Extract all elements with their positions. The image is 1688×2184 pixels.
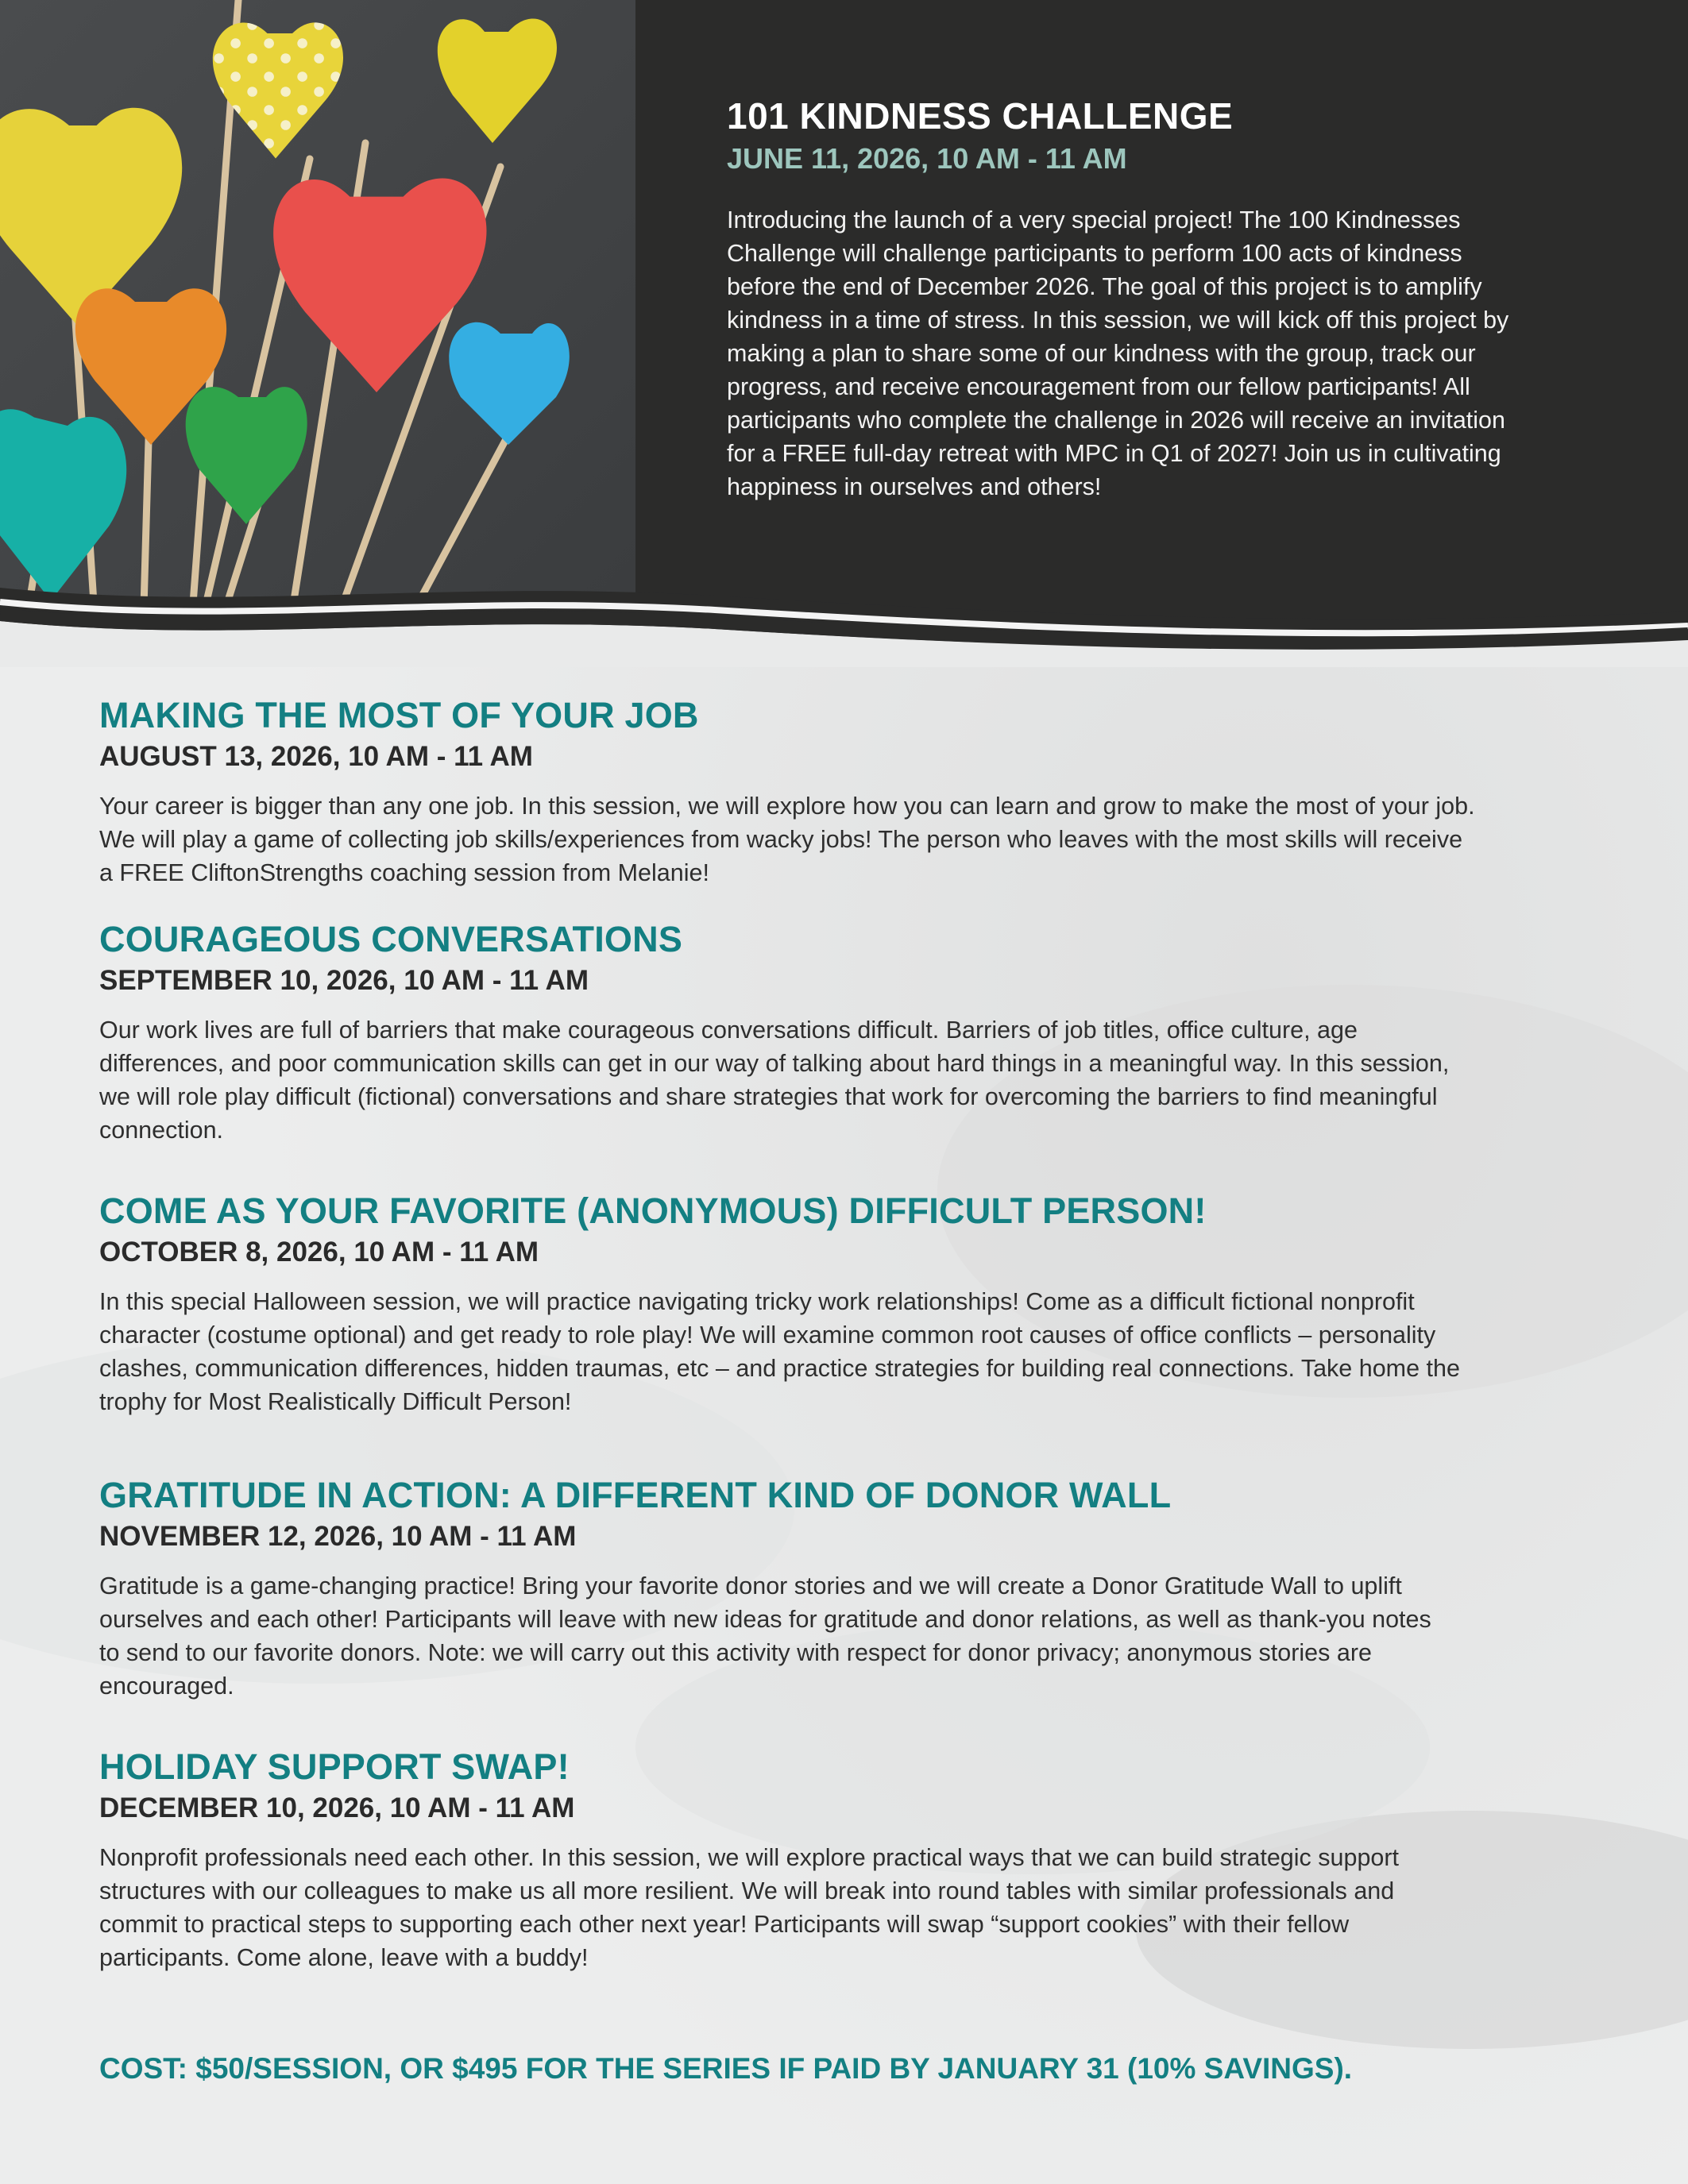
description-line: trophy for Most Realistically Difficult Person! [99,1388,572,1415]
description-line: Your career is bigger than any one job. In this session, we will explore how you can learn and grow to make the most of your job. [99,793,1475,820]
session-title: MAKING THE MOST OF YOUR JOB [99,695,699,735]
description-line: We will play a game of collecting job skills/experiences from wacky jobs! The person who leaves with the most skills will receive [99,826,1463,853]
description-line: clashes, communication differences, hidden traumas, etc – and practice strategies for building real connections. Take home the [99,1355,1460,1382]
featured-event-description [727,203,1601,504]
description-line: connection. [99,1117,223,1144]
session-date: NOVEMBER 12, 2026, 10 AM - 11 AM [99,1521,577,1552]
session-title: COME AS YOUR FAVORITE (ANONYMOUS) DIFFICULT PERSON! [99,1190,1207,1231]
session-description [99,789,1601,889]
description-line: participants. Come alone, leave with a buddy! [99,1944,589,1971]
wave-divider [0,556,1688,667]
session-title: GRATITUDE IN ACTION: A DIFFERENT KIND OF DONOR WALL [99,1475,1172,1515]
session-conversations [99,916,1601,1147]
session-holiday-swap [99,1744,1601,1974]
description-line: ourselves and each other! Participants will leave with new ideas for gratitude and donor relations, as well as thank-you notes [99,1606,1431,1633]
session-title: COURAGEOUS CONVERSATIONS [99,919,683,959]
description-line: encouraged. [99,1673,234,1700]
session-date: SEPTEMBER 10, 2026, 10 AM - 11 AM [99,965,589,996]
featured-event [727,92,1601,504]
session-title: HOLIDAY SUPPORT SWAP! [99,1746,570,1787]
description-line: a FREE CliftonStrengths coaching session from Melanie! [99,859,709,886]
session-date: OCTOBER 8, 2026, 10 AM - 11 AM [99,1237,539,1268]
description-line: Nonprofit professionals need each other. In this session, we will explore practical ways that we can build strategic support [99,1844,1399,1871]
description-line: to send to our favorite donors. Note: we will carry out this activity with respect for donor privacy; anonymous stories are [99,1639,1372,1666]
description-line: Our work lives are full of barriers that make courageous conversations difficult. Barriers of job titles, office culture, age [99,1017,1358,1044]
description-line: commit to practical steps to supporting each other next year! Participants will swap “support cookies” with their fellow [99,1911,1350,1938]
description-line: Introducing the launch of a very special project! The 100 Kindnesses [727,206,1461,233]
featured-event-date: JUNE 11, 2026, 10 AM - 11 AM [727,142,1127,175]
session-job [99,693,1601,889]
description-line: structures with our colleagues to make us all more resilient. We will break into round tables with similar professionals and [99,1877,1395,1904]
session-gratitude [99,1472,1601,1703]
description-line: progress, and receive encouragement from our fellow participants! All [727,373,1470,400]
description-line: differences, and poor communication skills can get in our way of talking about hard things in a meaningful way. In this session, [99,1050,1450,1077]
description-line: we will role play difficult (fictional) conversations and share strategies that work for overcoming the barriers to find meaningful [99,1083,1438,1110]
session-description [99,1841,1601,1974]
session-date: AUGUST 13, 2026, 10 AM - 11 AM [99,741,533,772]
session-description [99,1013,1601,1147]
description-line: for a FREE full-day retreat with MPC in Q1 of 2027! Join us in cultivating [727,440,1501,467]
session-description [99,1569,1601,1703]
description-line: happiness in ourselves and others! [727,473,1102,500]
session-difficult-person [99,1188,1601,1418]
description-line: making a plan to share some of our kindness with the group, track our [727,340,1476,367]
featured-event-title: 101 KINDNESS CHALLENGE [727,95,1234,137]
description-line: before the end of December 2026. The goal of this project is to amplify [727,273,1482,300]
session-date: DECEMBER 10, 2026, 10 AM - 11 AM [99,1792,575,1823]
description-line: In this special Halloween session, we will practice navigating tricky work relationships! Come as a difficult fictional nonprofit [99,1288,1415,1315]
description-line: character (costume optional) and get ready to role play! We will examine common root causes of office conflicts – personality [99,1322,1436,1349]
description-line: participants who complete the challenge in 2026 will receive an invitation [727,407,1505,434]
session-list [99,693,1601,1974]
description-line: Gratitude is a game-changing practice! Bring your favorite donor stories and we will create a Donor Gratitude Wall to uplift [99,1572,1402,1599]
description-line: Challenge will challenge participants to perform 100 acts of kindness [727,240,1462,267]
cost-notice: COST: $50/SESSION, OR $495 FOR THE SERIES IF PAID BY JANUARY 31 (10% SAVINGS). [99,2052,1353,2085]
session-description [99,1285,1601,1418]
description-line: kindness in a time of stress. In this session, we will kick off this project by [727,307,1509,334]
